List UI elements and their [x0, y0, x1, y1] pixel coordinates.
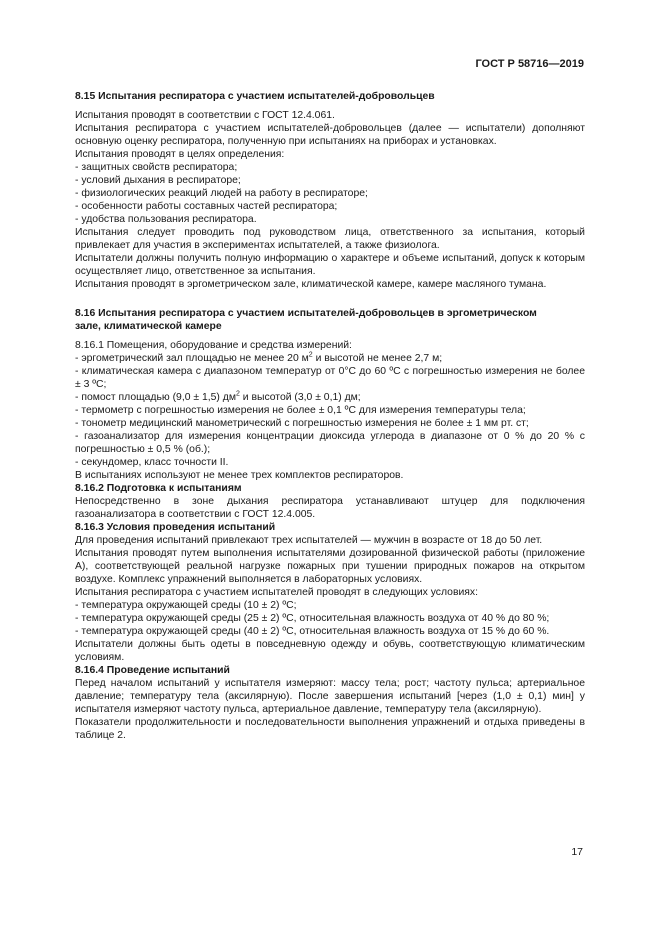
- list-item: - секундомер, класс точности II.: [75, 457, 229, 468]
- paragraph: Испытания проводят в эргометрическом зале, климатической камере, камере масляного тумана.: [75, 279, 547, 290]
- list-item: - физиологических реакций людей на работу в респираторе;: [75, 188, 368, 199]
- list-item: - удобства пользования респиратора.: [75, 214, 257, 225]
- list-item: - климатическая камера с диапазоном температур от 0°С до 60 ºС с погрешностью измерения не более ± 3 ºС;: [75, 366, 585, 390]
- list-item: - температура окружающей среды (40 ± 2) ºС, относительная влажность воздуха от 15 % до 60 %.: [75, 626, 550, 637]
- list-item: - температура окружающей среды (25 ± 2) ºС, относительная влажность воздуха от 40 % до 80 %;: [75, 613, 550, 624]
- page-number: 17: [571, 846, 583, 858]
- paragraph: Показатели продолжительности и последовательности выполнения упражнений и отдыха приведены в таблице 2.: [75, 717, 585, 741]
- paragraph: Испытания респиратора с участием испытателей-добровольцев (далее — испытатели) дополняют основную оценку респиратора, полученную при испытаниях на приборах и установках.: [75, 123, 585, 147]
- document-header: ГОСТ Р 58716—2019: [475, 58, 584, 70]
- paragraph: 8.16.1 Помещения, оборудование и средства измерений:: [75, 340, 352, 351]
- subsection-title-8-16-3: 8.16.3 Условия проведения испытаний: [75, 522, 276, 533]
- list-item: - термометр с погрешностью измерения не более ± 0,1 ºС для измерения температуры тела;: [75, 405, 526, 416]
- subsection-title-8-16-2: 8.16.2 Подготовка к испытаниям: [75, 483, 242, 494]
- section-8-15-text: [75, 109, 585, 291]
- list-item: - температура окружающей среды (10 ± 2) ºС;: [75, 600, 297, 611]
- list-item: - эргометрический зал площадью не менее 20 $м^2$ и высотой не менее 2,7 м;: [75, 351, 443, 364]
- section-title-line: 8.16 Испытания респиратора с участием испытателей-добровольцев в эргометрическом: [75, 308, 537, 319]
- paragraph: Для проведения испытаний привлекают трех испытателей — мужчин в возрасте от 18 до 50 лет.: [75, 535, 543, 546]
- paragraph: Испытания проводят путем выполнения испытателями дозированной физической работы (приложение А), соответствующей реальной нагрузке пожарных при тушении природных пожаров на открытом воздухе. Комплекс упражнений выполняется в лабораторных условиях.: [75, 548, 585, 585]
- section-8-16-text: [75, 339, 585, 742]
- list-item: - помост площадью (9,0 ± 1,5) $дм^2$ и высотой (3,0 ± 0,1) дм;: [75, 390, 361, 403]
- list-item: - тонометр медицинский манометрический с погрешностью измерения не более ± 1 мм рт. ст;: [75, 418, 529, 429]
- paragraph: Перед началом испытаний у испытателя измеряют: массу тела; рост; частоту пульса; артериальное давление; температуру тела (аксилярную). После завершения испытаний [через (1,0 ± 0,1) мин] у испытателя измеряют частоту пульса, артериальное давление, температуру тела (аксилярную).: [75, 678, 585, 715]
- list-item: - защитных свойств респиратора;: [75, 162, 238, 173]
- section-title-8-16: [75, 307, 585, 333]
- subsection-title-8-16-4: 8.16.4 Проведение испытаний: [75, 665, 230, 676]
- paragraph: Испытатели должны быть одеты в повседневную одежду и обувь, соответствующую климатическим условиям.: [75, 639, 585, 663]
- section-title-line: зале, климатической камере: [75, 321, 222, 332]
- list-item: - условий дыхания в респираторе;: [75, 175, 241, 186]
- section-title-8-15: 8.15 Испытания респиратора с участием испытателей-добровольцев: [75, 91, 435, 102]
- list-item: - особенности работы составных частей респиратора;: [75, 201, 338, 212]
- list-item: - газоанализатор для измерения концентрации диоксида углерода в диапазоне от 0 % до 20 % с погрешностью ± 0,5 % (об.);: [75, 431, 585, 455]
- paragraph: Испытатели должны получить полную информацию о характере и объеме испытаний, допуск к которым осуществляет лицо, ответственное за испытания.: [75, 253, 585, 277]
- paragraph: Испытания проводят в целях определения:: [75, 149, 285, 160]
- paragraph: Непосредственно в зоне дыхания респиратора устанавливают штуцер для подключения газоанализатора в соответствии с ГОСТ 12.4.005.: [75, 496, 585, 520]
- paragraph: В испытаниях используют не менее трех комплектов респираторов.: [75, 470, 404, 481]
- document-body: [75, 90, 585, 742]
- paragraph: Испытания следует проводить под руководством лица, ответственного за испытания, который привлекает для участия в экспериментах испытателей, а также физиолога.: [75, 227, 585, 251]
- paragraph: Испытания респиратора с участием испытателей проводят в следующих условиях:: [75, 587, 478, 598]
- paragraph: Испытания проводят в соответствии с ГОСТ 12.4.061.: [75, 110, 335, 121]
